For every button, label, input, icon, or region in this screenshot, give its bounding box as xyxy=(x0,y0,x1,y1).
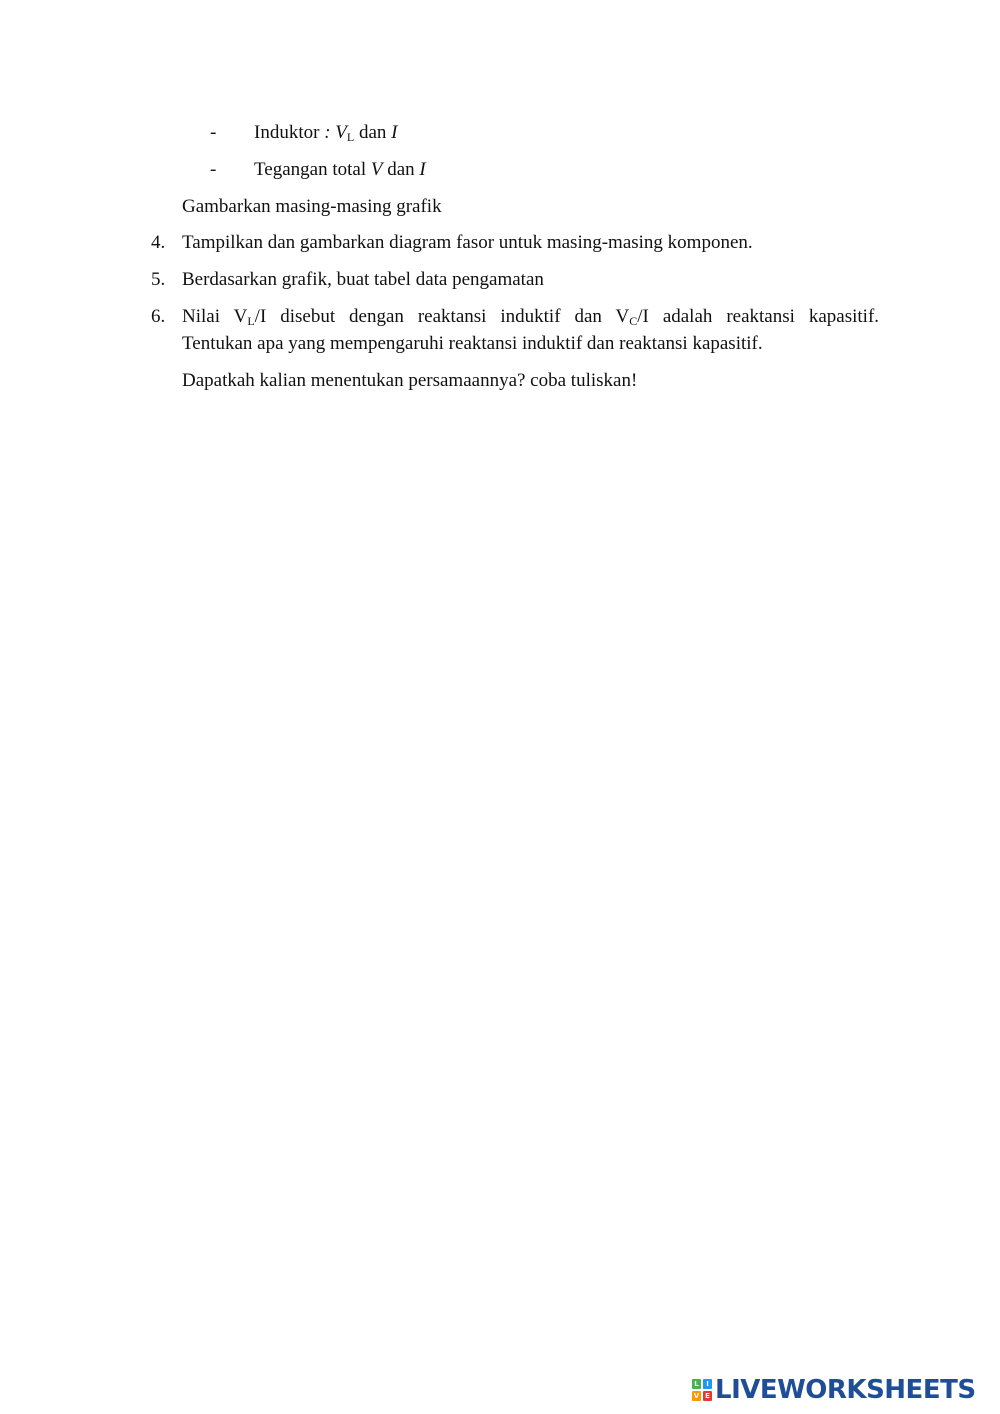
item-number: 5. xyxy=(151,269,166,290)
item-6-line-1: Nilai $V_L/I$ disebut dengan reaktansi induktif dan $V_C/I$ adalah reaktansi kapasitif. xyxy=(182,306,880,328)
liveworksheets-logo-icon: L I V E xyxy=(692,1379,712,1401)
item-text: Tampilkan dan gambarkan diagram fasor untuk masing-masing komponen. xyxy=(182,232,753,253)
liveworksheets-watermark xyxy=(692,1376,976,1404)
bullet-dash: - xyxy=(210,159,217,180)
bullet-inductor-text: Induktor : $V_L$ dan I xyxy=(254,122,398,144)
item-text: Berdasarkan grafik, buat tabel data pengamatan xyxy=(182,269,544,290)
bullet-dash: - xyxy=(210,122,217,143)
item-6-line-2: Tentukan apa yang mempengaruhi reaktansi induktif dan reaktansi kapasitif. xyxy=(182,333,763,354)
item-number: 6. xyxy=(151,306,166,327)
graph-instruction: Gambarkan masing-masing grafik xyxy=(182,196,442,217)
item-number: 4. xyxy=(151,232,166,253)
watermark-text: LIVEWORKSHEETS xyxy=(715,1375,976,1405)
item-6-line-3: Dapatkah kalian menentukan persamaannya? coba tuliskan! xyxy=(182,370,638,391)
bullet-total-voltage-text: Tegangan total V dan I xyxy=(254,159,426,180)
